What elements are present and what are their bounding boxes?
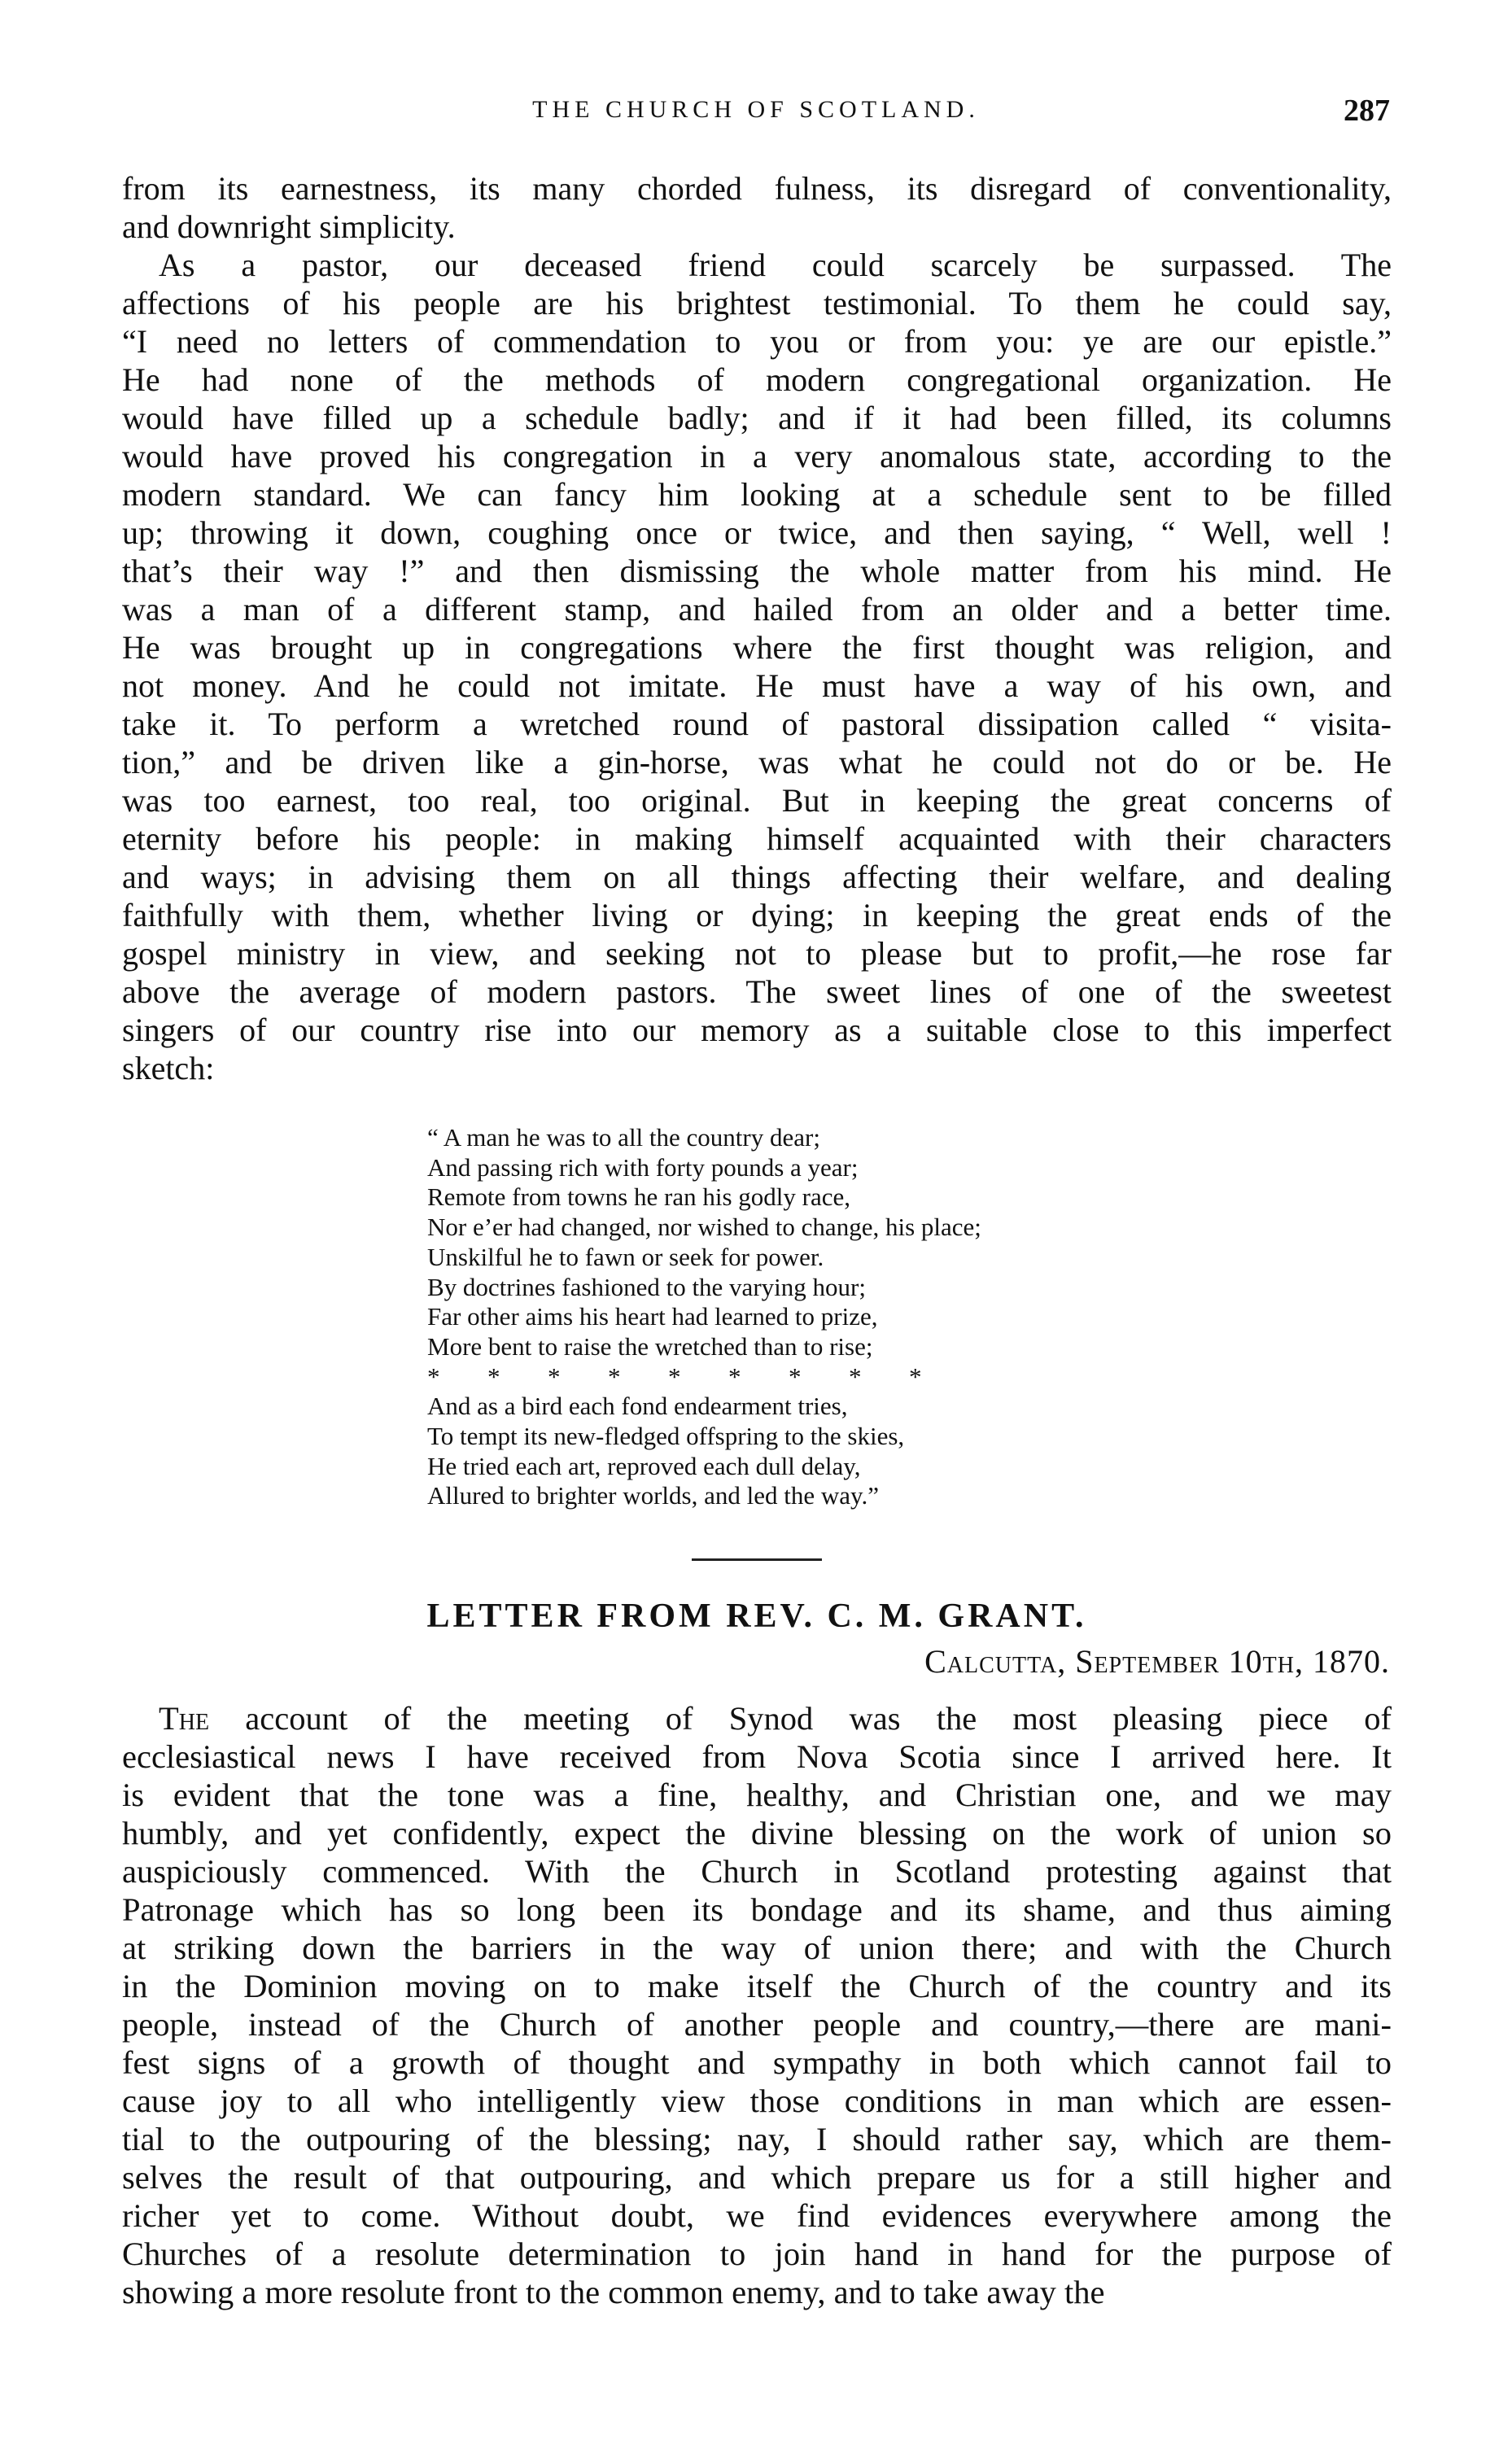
text-line: was a man of a different stamp, and hailed from an older and a better time. — [122, 591, 1392, 627]
poem-line: By doctrines fashioned to the varying hour; — [427, 1272, 866, 1301]
letter-title: LETTER FROM REV. C. M. GRANT. — [426, 1598, 1087, 1635]
article-body-top — [122, 169, 1392, 1087]
poem-line: Allured to brighter worlds, and led the way.” — [427, 1481, 879, 1510]
text-line: auspiciously commenced. With the Church in Scotland protesting against that — [122, 1853, 1392, 1890]
text-line: in the Dominion moving on to make itself the Church of the country and its — [122, 1968, 1392, 2004]
text-line: is evident that the tone was a fine, healthy, and Christian one, and we may — [122, 1777, 1392, 1813]
text-line: fest signs of a growth of thought and sympathy in both which cannot fail to — [122, 2044, 1392, 2081]
star-mark: * — [487, 1361, 500, 1391]
text-line: at striking down the barriers in the way of union there; and with the Church — [122, 1930, 1392, 1966]
letter-first-line — [122, 1699, 1392, 1737]
poem-line: Nor e’er had changed, nor wished to change, his place; — [427, 1213, 981, 1242]
poem-line: Remote from towns he ran his godly race, — [427, 1182, 850, 1212]
text-line: up; throwing it down, coughing once or twice, and then saying, “ Well, well ! — [122, 514, 1392, 551]
text-line: selves the result of that outpouring, and which prepare us for a still higher and — [122, 2159, 1392, 2196]
letter-dateline: Calcutta, September 10th, 1870. — [924, 1643, 1390, 1680]
star-mark: * — [728, 1361, 741, 1391]
text-line: As a pastor, our deceased friend could scarcely be surpassed. The — [159, 247, 1392, 283]
text-line: tial to the outpouring of the blessing; nay, I should rather say, which are them- — [122, 2121, 1392, 2157]
poem-line: He tried each art, reproved each dull delay, — [427, 1451, 861, 1480]
poem-line: And as a bird each fond endearment tries, — [427, 1392, 848, 1421]
poem-stanza-1 — [427, 1123, 1208, 1362]
text-line: Churches of a resolute determination to join hand in hand for the purpose of — [122, 2236, 1392, 2272]
text-line: modern standard. We can fancy him looking at a schedule sent to be filled — [122, 476, 1392, 513]
text-line: showing a more resolute front to the common enemy, and to take away the — [122, 2274, 1105, 2310]
text-line: humbly, and yet confidently, expect the divine blessing on the work of union so — [122, 1815, 1392, 1851]
text-line: people, instead of the Church of another people and country,—there are mani- — [122, 2006, 1392, 2043]
text-line: eternity before his people: in making himself acquainted with their characters — [122, 820, 1392, 857]
star-mark: * — [548, 1361, 561, 1391]
poem-quotation — [427, 1123, 1208, 1511]
text-line: affections of his people are his brightest testimonial. To them he could say, — [122, 285, 1392, 321]
running-head — [122, 96, 1390, 129]
text-line: gospel ministry in view, and seeking not to please but to profit,—he rose far — [122, 935, 1392, 972]
text-line: take it. To perform a wretched round of pastoral dissipation called “ visita- — [122, 706, 1392, 742]
text-line: faithfully with them, whether living or dying; in keeping the great ends of the — [122, 897, 1392, 933]
text-line: not money. And he could not imitate. He must have a way of his own, and — [122, 667, 1392, 704]
text-line: “I need no letters of commendation to you or from you: ye are our epistle.” — [122, 323, 1392, 360]
page-number: 287 — [1344, 94, 1390, 128]
poem-line: Far other aims his heart had learned to prize, — [427, 1302, 878, 1331]
poem-ellipsis-stars — [427, 1362, 1208, 1392]
star-mark: * — [427, 1361, 440, 1391]
star-mark: * — [668, 1361, 681, 1391]
star-mark: * — [789, 1361, 802, 1391]
star-mark: * — [849, 1361, 862, 1391]
text-line: singers of our country rise into our memory as a suitable close to this imperfect — [122, 1012, 1392, 1048]
star-mark: * — [909, 1361, 922, 1391]
letter-first-line-text: account of the meeting of Synod was the most pleasing piece of — [209, 1700, 1392, 1737]
star-mark: * — [608, 1361, 621, 1391]
text-line: was too earnest, too real, too original. But in keeping the great concerns of — [122, 782, 1392, 819]
text-line: would have filled up a schedule badly; and if it had been filled, its columns — [122, 400, 1392, 436]
text-line: ecclesiastical news I have received from Nova Scotia since I arrived here. It — [122, 1738, 1392, 1775]
text-line: tion,” and be driven like a gin-horse, was what he could not do or be. He — [122, 744, 1392, 780]
text-line: richer yet to come. Without doubt, we find evidences everywhere among the — [122, 2197, 1392, 2234]
text-line: Patronage which has so long been its bondage and its shame, and thus aiming — [122, 1891, 1392, 1928]
text-line: He had none of the methods of modern congregational organization. He — [122, 361, 1392, 398]
poem-line: To tempt its new-fledged offspring to the skies, — [427, 1422, 905, 1451]
text-line: that’s their way !” and then dismissing the whole matter from his mind. He — [122, 553, 1392, 589]
text-line: would have proved his congregation in a very anomalous state, according to the — [122, 438, 1392, 474]
text-line: from its earnestness, its many chorded fulness, its disregard of conventionality, — [122, 170, 1392, 207]
text-line: cause joy to all who intelligently view those conditions in man which are essen- — [122, 2083, 1392, 2119]
text-line: above the average of modern pastors. The sweet lines of one of the sweetest — [122, 973, 1392, 1010]
text-line: He was brought up in congregations where the first thought was religion, and — [122, 629, 1392, 666]
text-line: sketch: — [122, 1050, 215, 1086]
poem-line: More bent to raise the wretched than to rise; — [427, 1331, 873, 1361]
poem-stanza-2 — [427, 1392, 1208, 1511]
letter-body — [122, 1699, 1392, 2311]
poem-line: “ A man he was to all the country dear; — [427, 1123, 820, 1152]
poem-line: Unskilful he to fawn or seek for power. — [427, 1242, 824, 1271]
text-line: and downright simplicity. — [122, 208, 456, 245]
poem-line: And passing rich with forty pounds a year; — [427, 1152, 859, 1182]
running-title: THE CHURCH OF SCOTLAND. — [532, 96, 980, 123]
text-line: and ways; in advising them on all things affecting their welfare, and dealing — [122, 859, 1392, 895]
letter-opening-word: The — [159, 1700, 210, 1737]
section-divider — [692, 1558, 822, 1561]
